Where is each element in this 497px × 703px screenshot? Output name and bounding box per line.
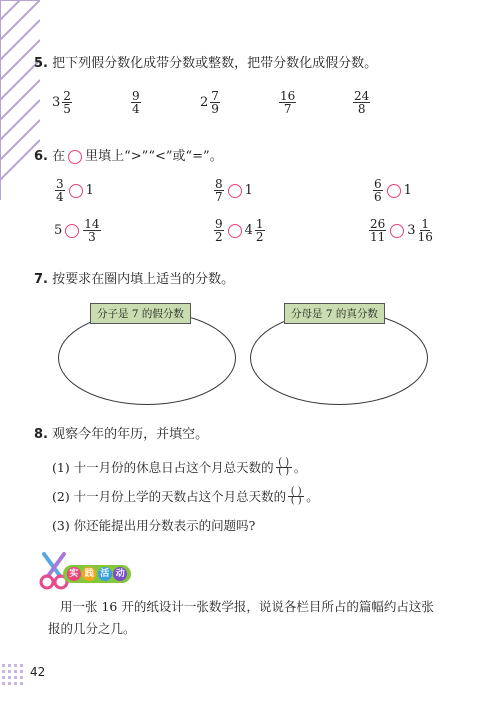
activity-char-2: 践 bbox=[82, 567, 96, 581]
q8-line-3 bbox=[52, 516, 255, 534]
q6-item-1 bbox=[54, 178, 94, 203]
compare-circle-icon bbox=[68, 150, 82, 164]
footer-dots-decoration bbox=[0, 660, 30, 700]
q5-item-5 bbox=[352, 90, 371, 115]
q8-text: 观察今年的年历，并填空。 bbox=[52, 427, 209, 442]
whole-number: 2 bbox=[200, 95, 209, 110]
q8-line-2-text: (2) 十一月份上学的天数占这个月总天数的 bbox=[52, 489, 287, 504]
q6-text-before: 在 bbox=[52, 149, 66, 164]
q6-number: 6. bbox=[34, 149, 48, 164]
q7-title bbox=[34, 272, 234, 288]
answer-circle[interactable] bbox=[69, 184, 83, 198]
q6-item-3 bbox=[372, 178, 412, 203]
answer-circle[interactable] bbox=[387, 184, 401, 198]
whole-number: 3 bbox=[52, 95, 61, 110]
activity-char-1: 实 bbox=[67, 567, 81, 581]
q8-line-1 bbox=[52, 458, 306, 476]
fraction: $\frac{1}{16}$ bbox=[417, 217, 433, 244]
q5-item-4 bbox=[278, 90, 297, 115]
fraction-blank[interactable]: ( ) ( ) bbox=[276, 459, 292, 476]
whole-number: 3 bbox=[407, 223, 416, 238]
activity-line-1: 用一张 16 开的纸设计一张数学报，说说各栏目所占的篇幅约占这张 bbox=[60, 599, 434, 614]
corner-stripes-decoration bbox=[0, 0, 40, 200]
q7-number: 7. bbox=[34, 272, 48, 287]
answer-circle[interactable] bbox=[228, 224, 242, 238]
q6-item-4 bbox=[54, 218, 102, 243]
q6-text-after: 里填上“>”“<”或“=”。 bbox=[85, 149, 223, 164]
q8-line-1-text: (1) 十一月份的休息日占这个月总天数的 bbox=[52, 460, 274, 475]
whole-number: 4 bbox=[244, 223, 253, 238]
number: 1 bbox=[85, 183, 94, 198]
q5-text: 把下列假分数化成带分数或整数，把带分数化成假分数。 bbox=[52, 56, 378, 71]
fraction: $\frac{7}{9}$ bbox=[211, 89, 219, 116]
q7-text: 按要求在圈内填上适当的分数。 bbox=[52, 272, 235, 287]
q6-title bbox=[34, 149, 223, 165]
page-number: 42 bbox=[30, 665, 46, 679]
answer-circle[interactable] bbox=[390, 224, 404, 238]
q6-item-5 bbox=[213, 218, 266, 243]
fraction: $\frac{1}{2}$ bbox=[255, 217, 264, 244]
q5-item-1 bbox=[52, 90, 73, 115]
q6-item-2 bbox=[213, 178, 253, 203]
period: 。 bbox=[306, 489, 319, 504]
period: 。 bbox=[293, 460, 307, 475]
q5-number: 5. bbox=[34, 56, 48, 71]
answer-circle[interactable] bbox=[65, 224, 79, 238]
fraction: $\frac{9}{4}$ bbox=[132, 89, 140, 116]
fraction: $\frac{3}{4}$ bbox=[56, 177, 64, 204]
right-oval-label: 分母是 7 的真分数 bbox=[284, 303, 385, 324]
number: 5 bbox=[54, 223, 63, 238]
q5-title bbox=[34, 56, 377, 72]
q8-number: 8. bbox=[34, 427, 48, 442]
fraction: $\frac{26}{11}$ bbox=[370, 217, 386, 244]
activity-char-3: 活 bbox=[98, 567, 112, 581]
q6-item-6 bbox=[368, 218, 434, 243]
right-answer-oval[interactable] bbox=[250, 311, 428, 405]
fraction: $\frac{14}{3}$ bbox=[84, 217, 100, 244]
fraction: $\frac{8}{7}$ bbox=[215, 177, 223, 204]
answer-circle[interactable] bbox=[228, 184, 242, 198]
left-answer-oval[interactable] bbox=[58, 311, 236, 405]
fraction: $\frac{6}{6}$ bbox=[374, 177, 382, 204]
fraction: $\frac{24}{8}$ bbox=[354, 89, 370, 116]
q5-item-3 bbox=[200, 90, 221, 115]
activity-char-4: 动 bbox=[113, 567, 127, 581]
activity-paragraph bbox=[48, 596, 434, 640]
number: 1 bbox=[403, 183, 412, 198]
q8-line-2 bbox=[52, 487, 319, 505]
activity-badge bbox=[63, 565, 131, 583]
number: 1 bbox=[244, 183, 253, 198]
fraction: $\frac{9}{2}$ bbox=[215, 217, 223, 244]
fraction-blank[interactable]: ( ) ( ) bbox=[288, 488, 304, 505]
activity-line-2: 报的几分之几。 bbox=[48, 621, 136, 636]
fraction: $\frac{2}{5}$ bbox=[63, 89, 71, 116]
q8-title bbox=[34, 427, 208, 443]
q8-line-3-text: (3) 你还能提出用分数表示的问题吗? bbox=[52, 518, 256, 533]
fraction: $\frac{16}{7}$ bbox=[280, 89, 296, 116]
left-oval-label: 分子是 7 的假分数 bbox=[90, 303, 191, 324]
q5-item-2 bbox=[130, 90, 142, 115]
